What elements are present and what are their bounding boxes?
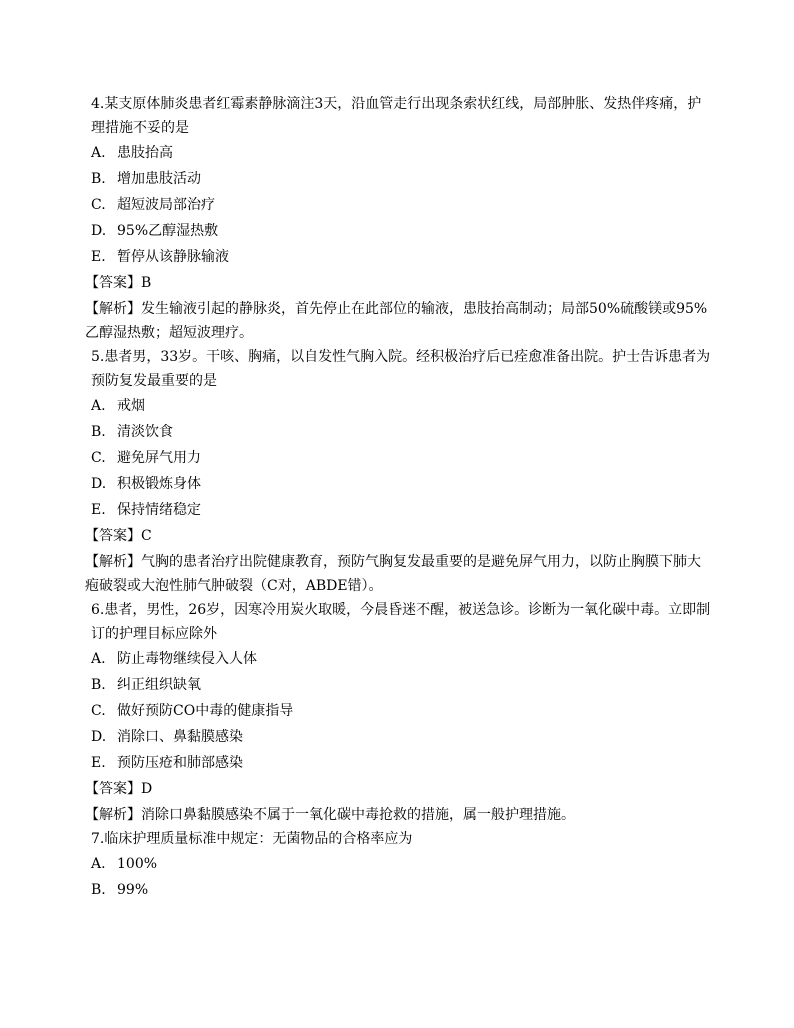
question-7 [91,827,711,900]
explanation-text: 消除口鼻黏膜感染不属于一氧化碳中毒抢救的措施，属一般护理措施。 [141,807,575,823]
answer-line [85,779,711,799]
answer-value: D [141,781,153,797]
explanation [85,297,711,345]
answer-value: C [141,528,152,544]
answer-line [85,273,711,293]
answer-label: 【答案】 [85,275,141,291]
option-d: D. 积极锻炼身体 [91,476,201,492]
explanation-text: 发生输液引起的静脉炎，首先停止在此部位的输液，患肢抬高制动；局部50%硫酸镁或95%乙醇湿热敷；超短波理疗。 [85,301,708,341]
option-d: D. 95%乙醇湿热敷 [91,223,219,239]
explanation-label: 【解析】 [85,807,141,823]
explanation-text: 气胸的患者治疗出院健康教育，预防气胸复发最重要的是避免屏气用力，以防止胸膜下肺大疱破裂或大泡性肺气肿破裂（C对，ABDE错）。 [85,554,701,594]
option-c: C. 做好预防CO中毒的健康指导 [91,703,294,719]
option-a: A. 100% [91,856,158,872]
answer-label: 【答案】 [85,781,141,797]
option-c: C. 避免屏气用力 [91,450,201,466]
option-b: B. 纠正组织缺氧 [91,677,201,693]
option-c: C. 超短波局部治疗 [91,197,215,213]
option-b: B. 增加患肢活动 [91,171,201,187]
question-stem: 6.患者，男性，26岁，因寒冷用炭火取暖，今晨昏迷不醒，被送急诊。诊断为一氧化碳中毒。立即制订的护理目标应除外 [91,602,711,642]
option-a: A. 患肢抬高 [91,145,173,161]
question-stem: 4.某支原体肺炎患者红霉素静脉滴注3天，沿血管走行出现条索状红线，局部肿胀、发热伴疼痛，护理措施不妥的是 [91,96,702,136]
option-e: E. 预防压疮和肺部感染 [91,755,243,771]
option-b: B. 清淡饮食 [91,424,173,440]
option-e: E. 暂停从该静脉输液 [91,249,229,265]
question-5 [85,345,711,598]
option-e: E. 保持情绪稳定 [91,502,201,518]
explanation-label: 【解析】 [85,554,141,570]
answer-line [85,526,711,546]
option-b: B. 99% [91,882,149,898]
question-4 [85,92,711,345]
question-stem: 7.临床护理质量标准中规定：无菌物品的合格率应为 [91,831,413,847]
explanation [85,550,711,598]
option-d: D. 消除口、鼻黏膜感染 [91,729,243,745]
explanation-label: 【解析】 [85,301,141,317]
question-6 [85,598,711,827]
answer-label: 【答案】 [85,528,141,544]
option-a: A. 防止毒物继续侵入人体 [91,651,257,667]
question-list [85,92,711,906]
answer-value: B [141,275,152,291]
question-stem: 5.患者男，33岁。干咳、胸痛，以自发性气胸入院。经积极治疗后已痊愈准备出院。护士告诉患者为预防复发最重要的是 [91,349,711,389]
option-a: A. 戒烟 [91,398,145,414]
explanation [85,803,711,827]
